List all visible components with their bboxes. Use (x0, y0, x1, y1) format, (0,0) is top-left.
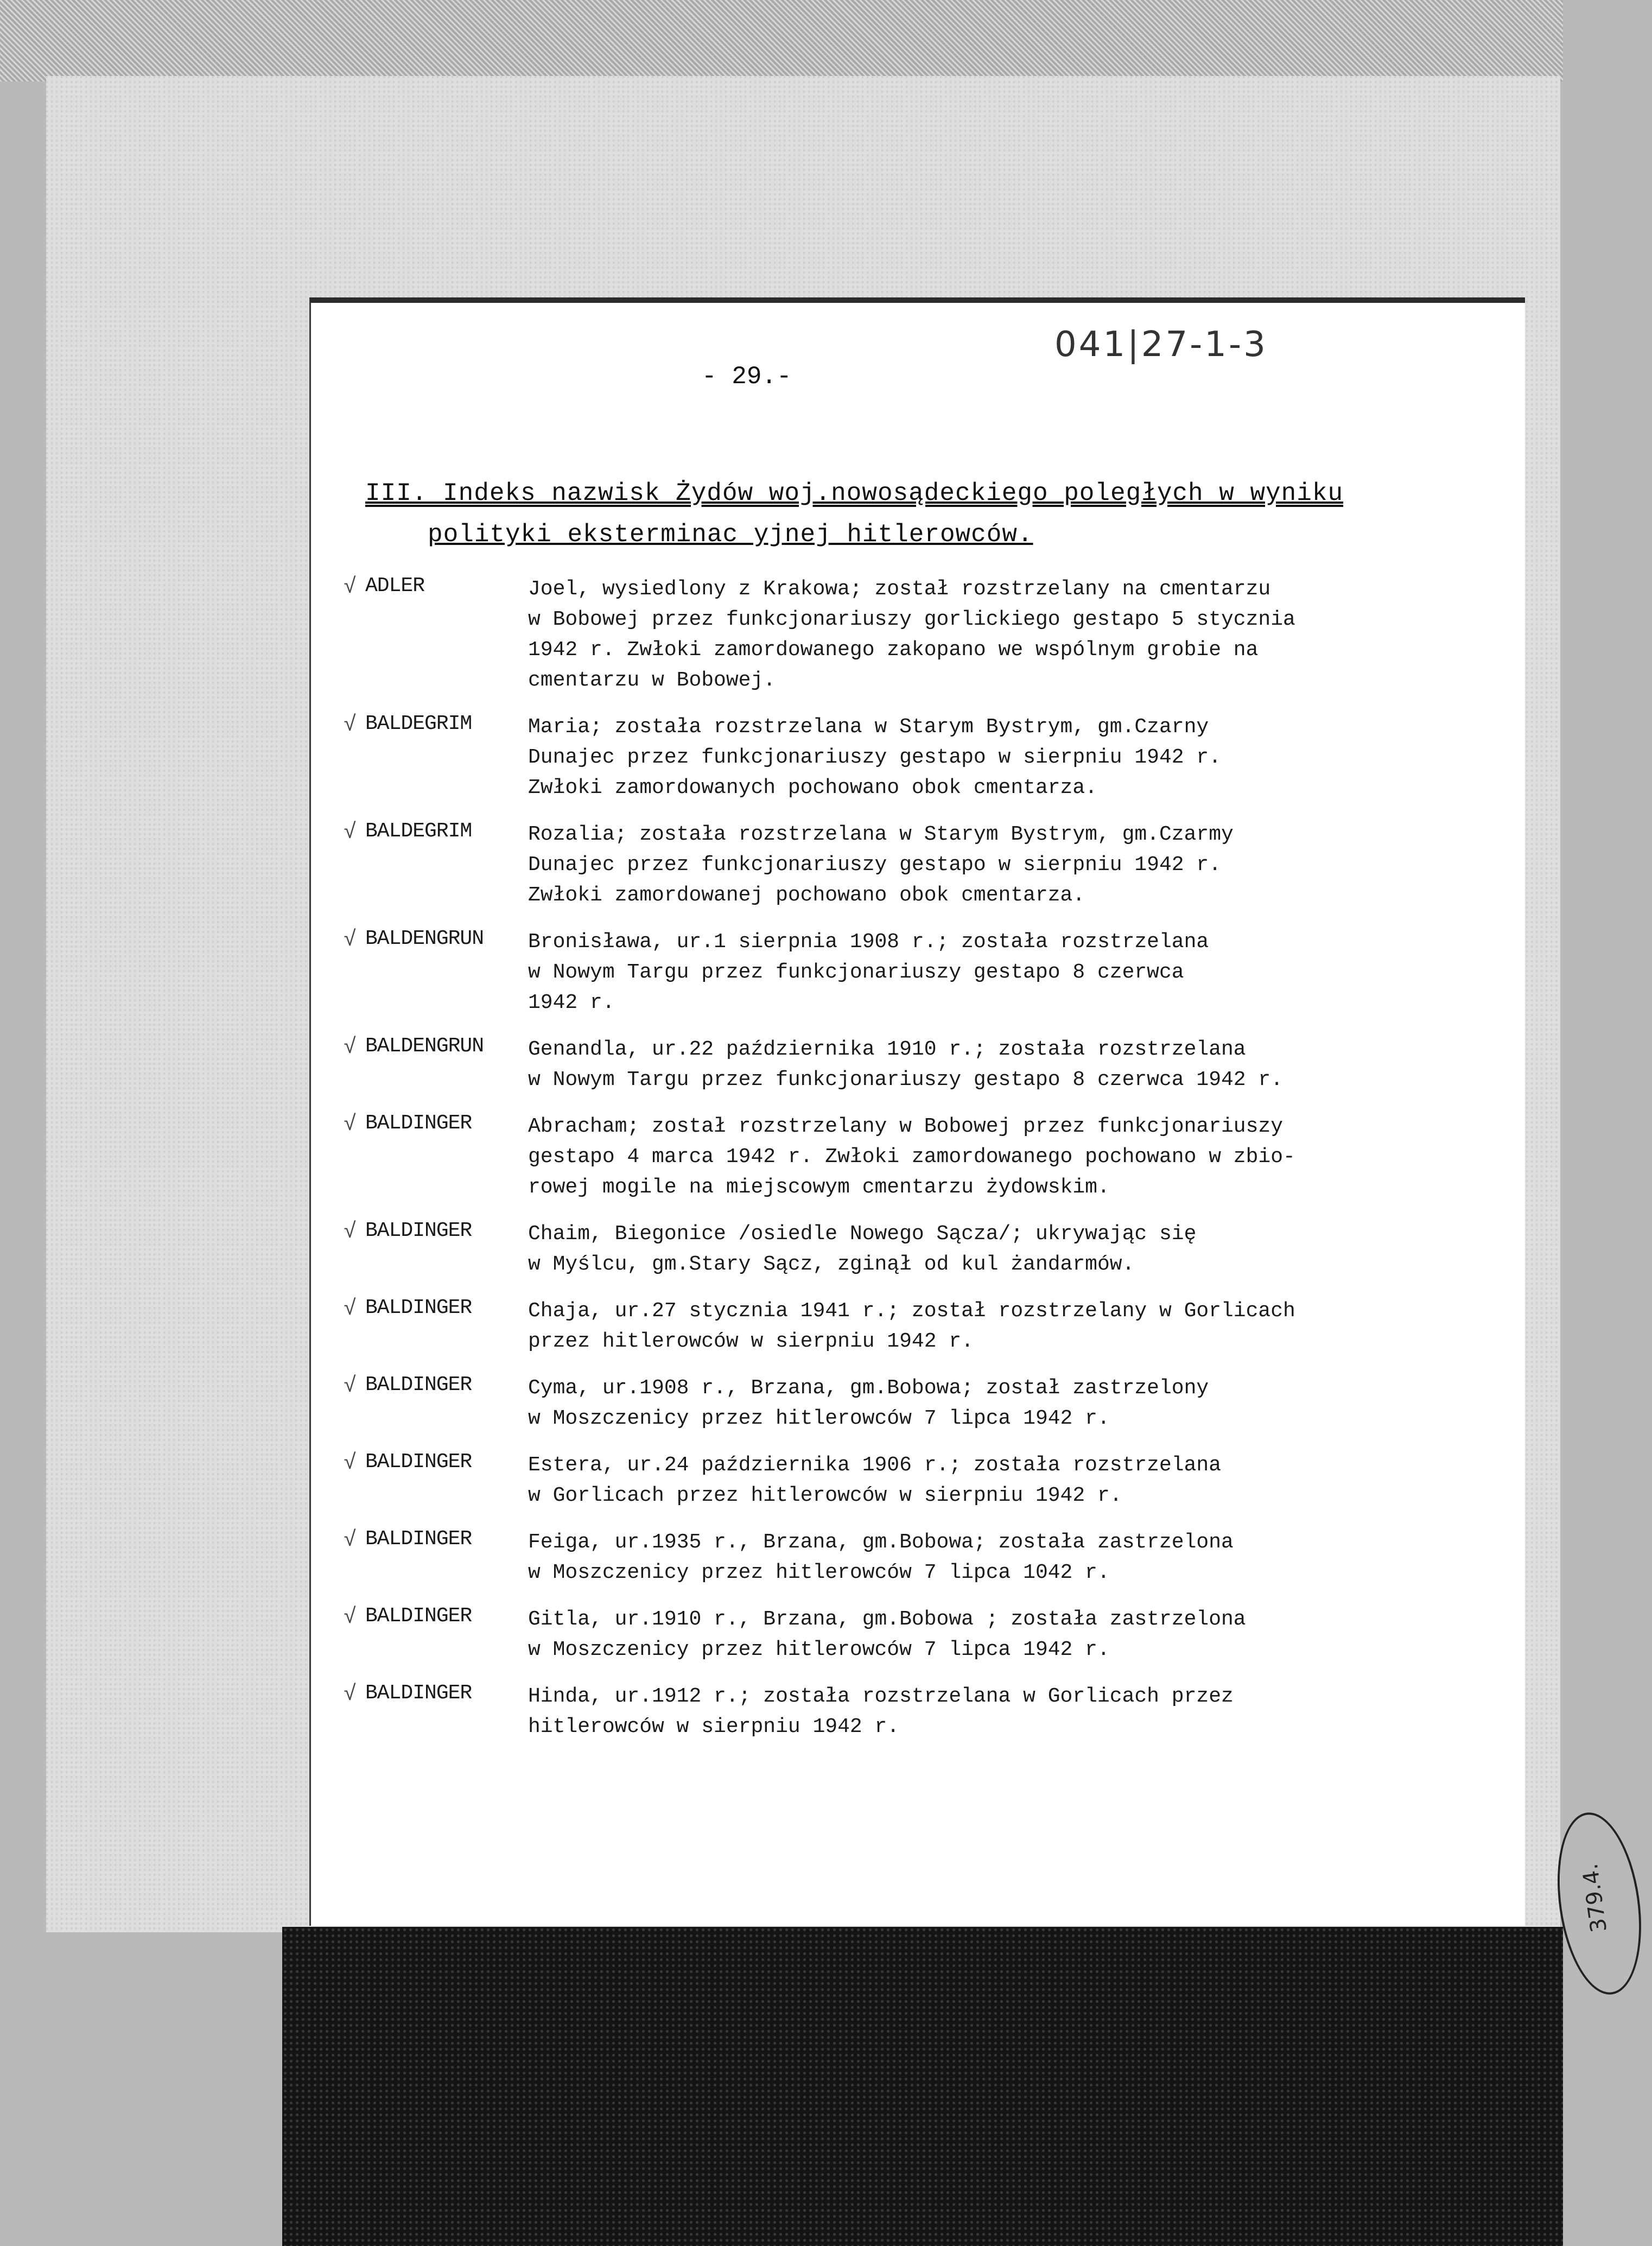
entry-text: Joel, wysiedlony z Krakowa; został rozstrzelany na cmentarzu w Bobowej przez funkcjonariuszy gorlickiego gestapo 5 stycznia 1942 r. Zwłoki zamordowanego zakopano we wspólnym grobie na cmentarzu w Bobowej. (528, 578, 1295, 692)
scan-noise-top (0, 0, 1563, 81)
check-mark-icon: √ (344, 1451, 357, 1476)
entry-text: Gitla, ur.1910 r., Brzana, gm.Bobowa ; została zastrzelona w Moszczenicy przez hitlerowców 7 lipca 1942 r. (528, 1608, 1246, 1661)
entry-surname: BALDEGRIM (365, 712, 472, 735)
check-mark-icon: √ (344, 1606, 357, 1630)
scan-dark-background (282, 1927, 1563, 2246)
entry-surname: BALDINGER (365, 1682, 472, 1705)
entry-text: Bronisława, ur.1 sierpnia 1908 r.; została rozstrzelana w Nowym Targu przez funkcjonariuszy gestapo 8 czerwca 1942 r. (528, 930, 1209, 1014)
list-item (344, 574, 1510, 696)
list-item (344, 1373, 1510, 1434)
check-mark-icon: √ (344, 713, 357, 738)
entry-list (344, 574, 1510, 1759)
entry-text: Abracham; został rozstrzelany w Bobowej przez funkcjonariuszy gestapo 4 marca 1942 r. Zwłoki zamordowanego pochowano w zbio- rowej mogile na miejscowym cmentarzu żydowskim. (528, 1115, 1295, 1199)
entry-text: Estera, ur.24 października 1906 r.; została rozstrzelana w Gorlicach przez hitlerowców w sierpniu 1942 r. (528, 1454, 1222, 1507)
check-mark-icon: √ (344, 1374, 357, 1399)
entry-surname: BALDINGER (365, 1219, 472, 1242)
stamp-number: 379.4. (1577, 1862, 1612, 1934)
entry-surname: BALDINGER (365, 1450, 472, 1474)
entry-text: Hinda, ur.1912 r.; została rozstrzelana w Gorlicach przez hitlerowców w sierpniu 1942 r. (528, 1685, 1234, 1739)
entry-text: Rozalia; została rozstrzelana w Starym Bystrym, gm.Czarmy Dunajec przez funkcjonariuszy gestapo w sierpniu 1942 r. Zwłoki zamordowanej pochowano obok cmentarza. (528, 823, 1234, 907)
heading-line-2: polityki eksterminac yjnej hitlerowców. (428, 521, 1033, 549)
check-mark-icon: √ (344, 1036, 357, 1060)
list-item (344, 1112, 1510, 1203)
entry-surname: BALDINGER (365, 1296, 472, 1319)
entry-text: Feiga, ur.1935 r., Brzana, gm.Bobowa; została zastrzelona w Moszczenicy przez hitlerowców 7 lipca 1042 r. (528, 1531, 1234, 1584)
check-mark-icon: √ (344, 1683, 357, 1707)
list-item (344, 1682, 1510, 1742)
entry-text: Cyma, ur.1908 r., Brzana, gm.Bobowa; został zastrzelony w Moszczenicy przez hitlerowców 7 lipca 1942 r. (528, 1376, 1209, 1430)
list-item (344, 1450, 1510, 1511)
section-heading (365, 479, 1343, 549)
entry-surname: BALDINGER (365, 1527, 472, 1551)
check-mark-icon: √ (344, 1528, 357, 1553)
entry-surname: BALDEGRIM (365, 820, 472, 843)
check-mark-icon: √ (344, 1220, 357, 1245)
list-item (344, 1527, 1510, 1588)
entry-surname: ADLER (365, 574, 425, 598)
list-item (344, 1219, 1510, 1280)
document-page (309, 297, 1612, 1934)
check-mark-icon: √ (344, 1113, 357, 1137)
list-item (344, 820, 1510, 911)
entry-text: Genandla, ur.22 października 1910 r.; została rozstrzelana w Nowym Targu przez funkcjonariuszy gestapo 8 czerwca 1942 r. (528, 1038, 1284, 1092)
entry-text: Chaja, ur.27 stycznia 1941 r.; został rozstrzelany w Gorlicach przez hitlerowców w sierpniu 1942 r. (528, 1299, 1295, 1353)
list-item (344, 1035, 1510, 1095)
check-mark-icon: √ (344, 1297, 357, 1322)
list-item (344, 712, 1510, 803)
entry-surname: BALDINGER (365, 1112, 472, 1135)
entry-surname: BALDENGRUN (365, 1035, 484, 1058)
entry-surname: BALDENGRUN (365, 927, 484, 950)
entry-surname: BALDINGER (365, 1604, 472, 1628)
entry-text: Chaim, Biegonice /osiedle Nowego Sącza/; ukrywając się w Myślcu, gm.Stary Sącz, zginął od kul żandarmów. (528, 1222, 1197, 1276)
entry-surname: BALDINGER (365, 1373, 472, 1397)
entry-text: Maria; została rozstrzelana w Starym Bystrym, gm.Czarny Dunajec przez funkcjonariuszy gestapo w sierpniu 1942 r. Zwłoki zamordowanych pochowano obok cmentarza. (528, 715, 1222, 800)
page-number: - 29.- (702, 363, 792, 391)
heading-line-1: III. Indeks nazwisk Żydów woj.nowosądeckiego poległych w wyniku (365, 479, 1344, 507)
list-item (344, 927, 1510, 1018)
check-mark-icon: √ (344, 821, 357, 845)
check-mark-icon: √ (344, 575, 357, 600)
list-item (344, 1604, 1510, 1665)
check-mark-icon: √ (344, 928, 357, 953)
list-item (344, 1296, 1510, 1357)
archive-code: 041|27-1-3 (1054, 325, 1268, 365)
